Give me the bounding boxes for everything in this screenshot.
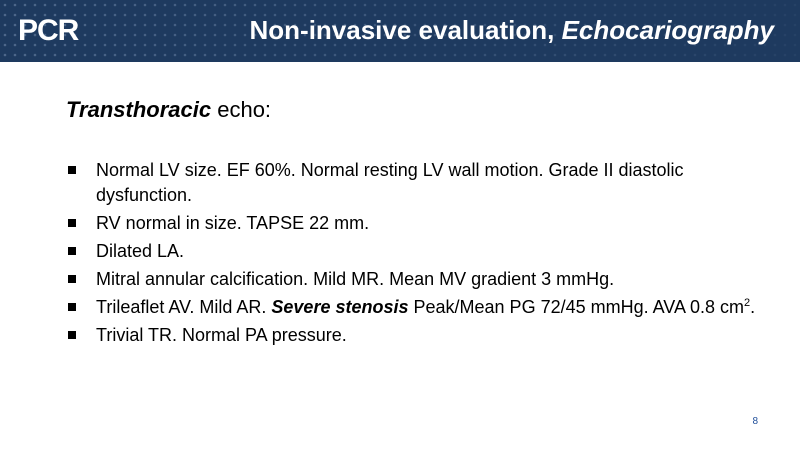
slide-title-italic: Echocariography [561, 15, 774, 45]
list-item [66, 239, 766, 264]
findings-list [66, 158, 766, 351]
bullet-square-icon [68, 166, 76, 174]
superscript: 2 [744, 297, 751, 309]
list-item [66, 211, 766, 236]
list-item [66, 267, 766, 292]
list-item [66, 295, 766, 320]
bullet-square-icon [68, 219, 76, 227]
slide-header [0, 0, 800, 62]
slide-title-plain: Non-invasive evaluation, [249, 15, 562, 45]
list-item-text: RV normal in size. TAPSE 22 mm. [96, 213, 370, 233]
subheading-emphasis: Transthoracic [66, 97, 212, 122]
subheading-rest: echo: [211, 97, 272, 122]
list-item-text: Dilated LA. [96, 241, 185, 261]
list-item-emphasis: Severe stenosis [271, 297, 409, 317]
list-item-text-end: . [750, 297, 756, 317]
page-number: 8 [752, 416, 758, 427]
section-subheading [66, 95, 271, 125]
pcr-logo: PCR [18, 14, 79, 47]
bullet-square-icon [68, 303, 76, 311]
bullet-square-icon [68, 247, 76, 255]
list-item-text-pre: Trileaflet AV. Mild AR. [96, 297, 272, 317]
list-item-text: Normal LV size. EF 60%. Normal resting LV wall motion. Grade II diastolic dysfunction. [96, 160, 684, 205]
list-item-text: Trivial TR. Normal PA pressure. [96, 325, 347, 345]
list-item-text: Mitral annular calcification. Mild MR. Mean MV gradient 3 mmHg. [96, 269, 615, 289]
list-item-text-post: Peak/Mean PG 72/45 mmHg. AVA 0.8 cm [408, 297, 744, 317]
bullet-square-icon [68, 331, 76, 339]
list-item [66, 158, 766, 208]
list-item [66, 323, 766, 348]
slide-title [250, 13, 775, 47]
bullet-square-icon [68, 275, 76, 283]
